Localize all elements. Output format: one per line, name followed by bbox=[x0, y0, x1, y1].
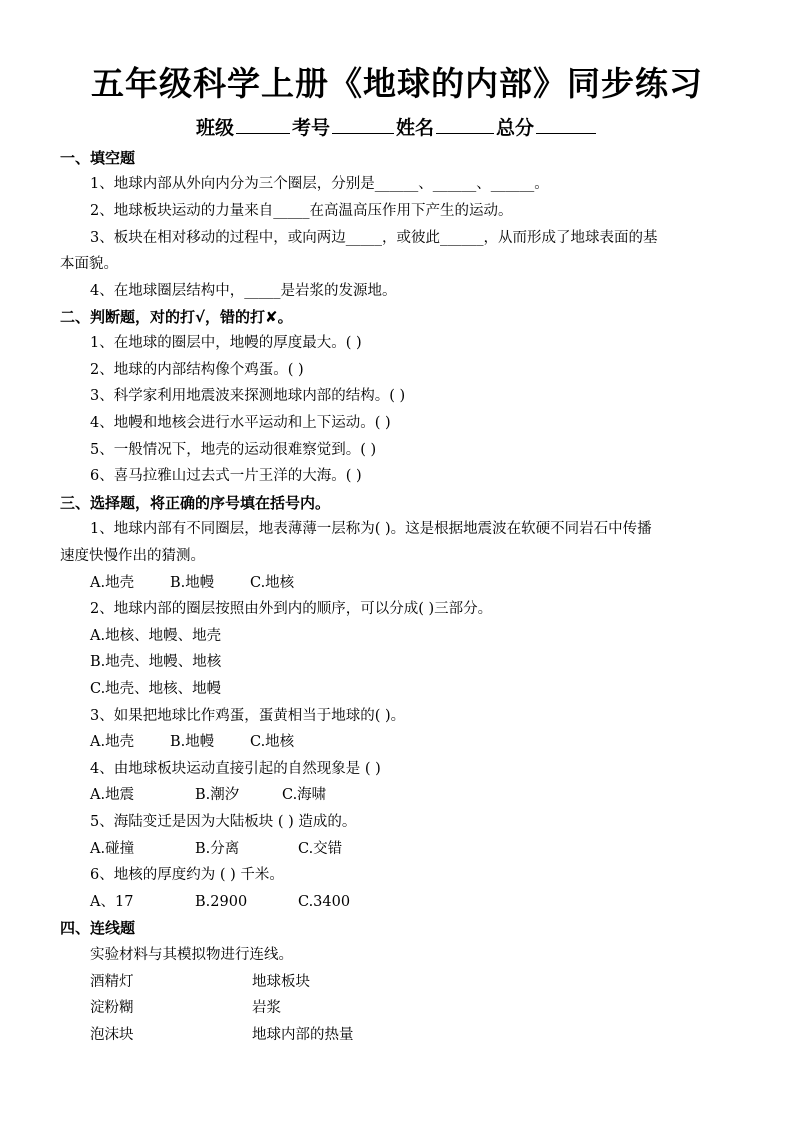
total-label: 总分 bbox=[496, 117, 535, 139]
match-left-item[interactable]: 淀粉糊 bbox=[90, 1000, 134, 1016]
match-right-item[interactable]: 岩浆 bbox=[252, 1000, 281, 1016]
class-blank[interactable] bbox=[236, 115, 290, 134]
choice-question-5-options bbox=[90, 839, 342, 859]
option-a: A.地震 bbox=[90, 787, 135, 803]
option-c: C.地核 bbox=[250, 734, 295, 750]
choice-question-1-line1: 1、地球内部有不同圈层，地表薄薄一层称为( )。这是根据地震波在软硬不同岩石中传播 bbox=[90, 521, 652, 537]
student-info-row bbox=[0, 113, 794, 140]
section-judge-heading: 二、判断题，对的打√，错的打✘。 bbox=[60, 308, 293, 326]
section-match-heading: 四、连线题 bbox=[60, 919, 136, 937]
section-fill-heading: 一、填空题 bbox=[60, 149, 136, 167]
option-a: A.地壳 bbox=[90, 734, 135, 750]
choice-question-4-options bbox=[90, 785, 326, 805]
match-row-3 bbox=[90, 1025, 354, 1045]
match-left-item[interactable]: 泡沫块 bbox=[90, 1027, 134, 1043]
judge-question-5: 5、一般情况下，地壳的运动很难察觉到。( ) bbox=[90, 442, 377, 458]
option-b: B.2900 bbox=[195, 894, 248, 910]
option-b: B.潮汐 bbox=[195, 787, 240, 803]
class-label: 班级 bbox=[195, 117, 234, 139]
match-instruction: 实验材料与其模拟物进行连线。 bbox=[90, 947, 293, 963]
option-c: C.3400 bbox=[298, 894, 351, 910]
name-blank[interactable] bbox=[436, 115, 494, 134]
name-label: 姓名 bbox=[396, 117, 435, 139]
exam-no-blank[interactable] bbox=[332, 115, 394, 134]
judge-question-4: 4、地幔和地核会进行水平运动和上下运动。( ) bbox=[90, 415, 391, 431]
section-choice-heading: 三、选择题，将正确的序号填在括号内。 bbox=[60, 494, 331, 512]
choice-question-3-options bbox=[90, 732, 294, 752]
match-row-2 bbox=[90, 998, 281, 1018]
choice-question-5: 5、海陆变迁是因为大陆板块 ( ) 造成的。 bbox=[90, 814, 357, 830]
option-a: A.碰撞 bbox=[90, 841, 135, 857]
option-b: B.地幔 bbox=[170, 575, 215, 591]
match-right-item[interactable]: 地球板块 bbox=[252, 974, 310, 990]
judge-question-1: 1、在地球的圈层中，地幔的厚度最大。( ) bbox=[90, 335, 362, 351]
judge-question-6: 6、喜马拉雅山过去式一片王洋的大海。( ) bbox=[90, 468, 362, 484]
choice-question-6-options bbox=[90, 892, 350, 912]
option-b: B.分离 bbox=[195, 841, 240, 857]
choice-question-2-option-c: C.地壳、地核、地幔 bbox=[90, 681, 222, 697]
fill-question-1: 1、地球内部从外向内分为三个圈层，分别是______、______、______。 bbox=[90, 176, 549, 192]
judge-question-2: 2、地球的内部结构像个鸡蛋。( ) bbox=[90, 362, 304, 378]
match-right-item[interactable]: 地球内部的热量 bbox=[252, 1027, 354, 1043]
option-a: A.地壳 bbox=[90, 575, 135, 591]
choice-question-4: 4、由地球板块运动直接引起的自然现象是 ( ) bbox=[90, 761, 381, 777]
choice-question-2: 2、地球内部的圈层按照由外到内的顺序，可以分成( )三部分。 bbox=[90, 601, 493, 617]
choice-question-2-option-a: A.地核、地幔、地壳 bbox=[90, 628, 222, 644]
match-row-1 bbox=[90, 972, 310, 992]
fill-question-3-line1: 3、板块在相对移动的过程中，或向两边_____，或彼此______，从而形成了地球表面的基 bbox=[90, 230, 658, 246]
choice-question-6: 6、地核的厚度约为 ( ) 千米。 bbox=[90, 867, 284, 883]
judge-question-3: 3、科学家利用地震波来探测地球内部的结构。( ) bbox=[90, 388, 406, 404]
fill-question-4: 4、在地球圈层结构中，_____是岩浆的发源地。 bbox=[90, 283, 397, 299]
exam-no-label: 考号 bbox=[291, 117, 330, 139]
worksheet-title: 五年级科学上册《地球的内部》同步练习 bbox=[91, 64, 703, 103]
fill-question-2: 2、地球板块运动的力量来自_____在高温高压作用下产生的运动。 bbox=[90, 203, 513, 219]
choice-question-3: 3、如果把地球比作鸡蛋，蛋黄相当于地球的( )。 bbox=[90, 708, 406, 724]
choice-question-1-line2: 速度快慢作出的猜测。 bbox=[60, 548, 205, 564]
option-c: C.交错 bbox=[298, 841, 343, 857]
choice-question-2-option-b: B.地壳、地幔、地核 bbox=[90, 654, 222, 670]
match-left-item[interactable]: 酒精灯 bbox=[90, 974, 134, 990]
fill-question-3-line2: 本面貌。 bbox=[60, 256, 118, 272]
option-c: C.地核 bbox=[250, 575, 295, 591]
option-c: C.海啸 bbox=[282, 787, 327, 803]
option-b: B.地幔 bbox=[170, 734, 215, 750]
option-a: A、17 bbox=[90, 894, 134, 910]
total-blank[interactable] bbox=[536, 115, 596, 134]
choice-question-1-options bbox=[90, 573, 294, 593]
